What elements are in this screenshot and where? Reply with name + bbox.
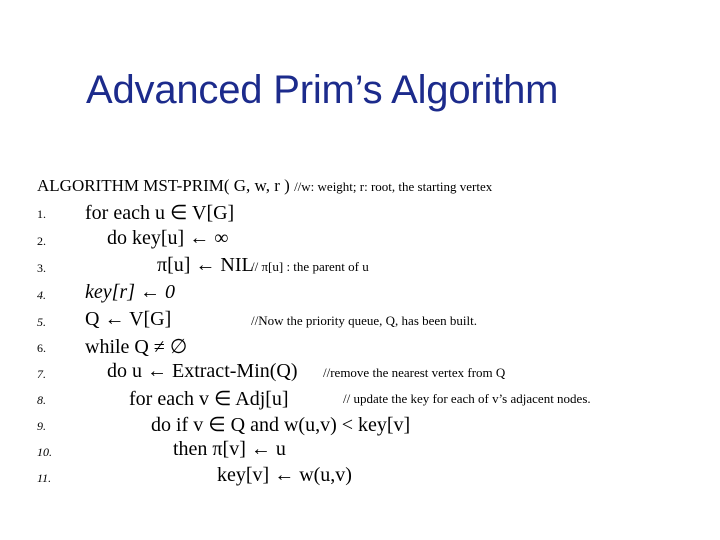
line-number: 2.: [37, 234, 46, 248]
code-comment: //Now the priority queue, Q, has been built.: [251, 313, 478, 328]
code-text: for each u ∈ V[G]: [85, 202, 235, 224]
line-number: 8.: [37, 393, 46, 407]
algorithm-signature-line: [37, 176, 492, 196]
line-number: 4.: [37, 288, 46, 302]
code-text: do u ← Extract-Min(Q): [107, 360, 298, 382]
line-number: 11.: [37, 471, 52, 485]
code-text: key[r] ← 0: [85, 281, 175, 303]
line-number: 9.: [37, 419, 46, 433]
line-number: 7.: [37, 367, 46, 381]
code-comment: // π[u] : the parent of u: [251, 259, 369, 274]
line-number: 10.: [37, 445, 52, 459]
code-text: then π[v] ← u: [173, 438, 286, 460]
slide-title: Advanced Prim’s Algorithm: [86, 68, 559, 112]
code-text: do if v ∈ Q and w(u,v) < key[v]: [151, 414, 411, 436]
code-comment: // update the key for each of v’s adjacent nodes.: [343, 391, 591, 406]
code-text: π[u] ← NIL: [157, 254, 254, 276]
line-number: 5.: [37, 315, 46, 329]
code-text: key[v] ← w(u,v): [217, 464, 352, 486]
line-number: 6.: [37, 341, 46, 355]
code-text: do key[u] ← ∞: [107, 227, 229, 249]
signature-comment: //w: weight; r: root, the starting vertex: [294, 179, 493, 194]
line-number: 3.: [37, 261, 46, 275]
line-number: 1.: [37, 207, 46, 221]
code-text: for each v ∈ Adj[u]: [129, 388, 289, 410]
algorithm-signature: ALGORITHM MST-PRIM( G, w, r ): [37, 176, 290, 195]
code-text: while Q ≠ ∅: [85, 336, 188, 358]
code-comment: //remove the nearest vertex from Q: [323, 365, 506, 380]
code-text: Q ← V[G]: [85, 308, 172, 330]
